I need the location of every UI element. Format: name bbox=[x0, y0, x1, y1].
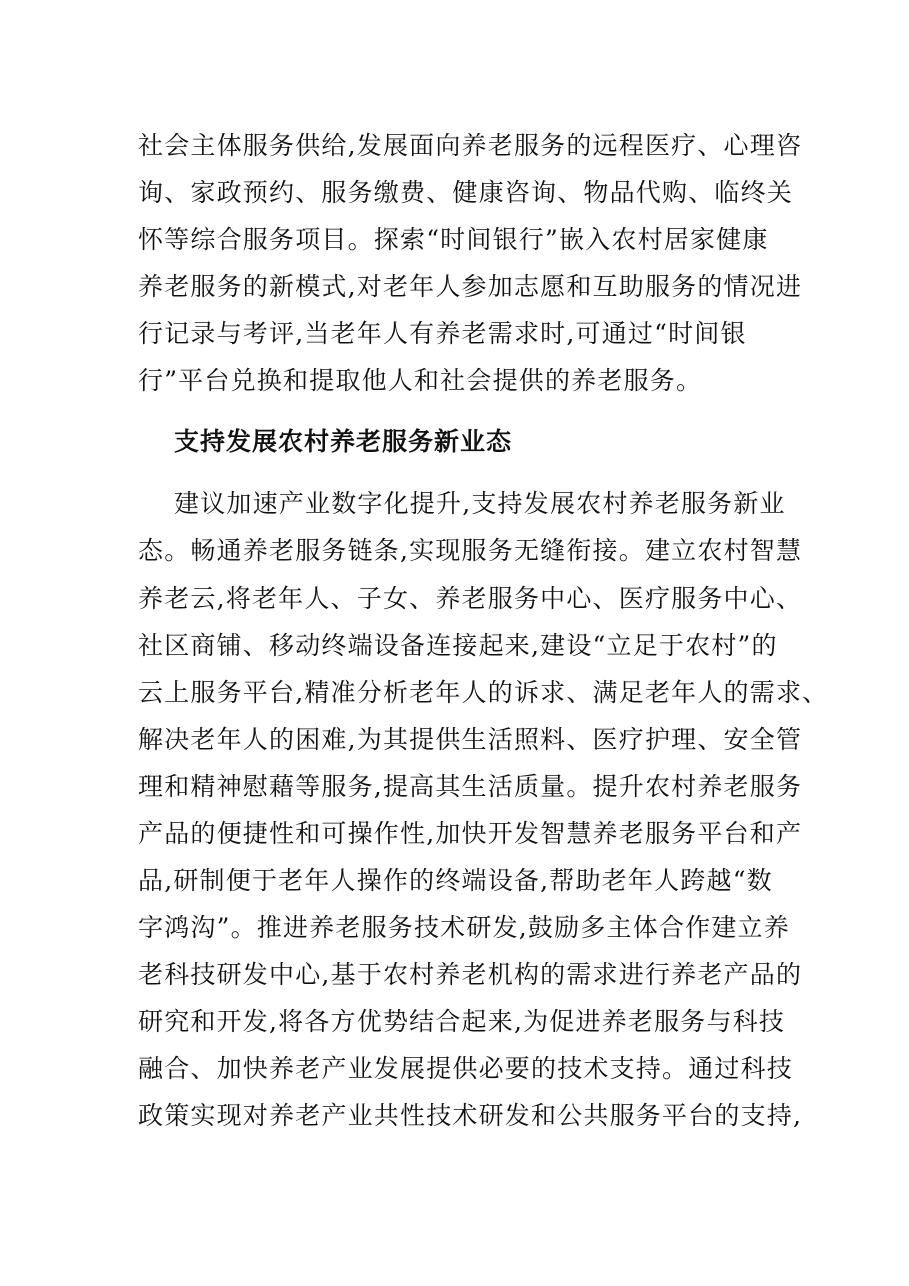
paragraph2-line: 态。畅通养老服务链条,实现服务无缝衔接。建立农村智慧 bbox=[138, 536, 803, 565]
paragraph2-line: 建议加速产业数字化提升,支持发展农村养老服务新业 bbox=[174, 489, 786, 518]
paragraph2-line: 研究和开发,将各方优势结合起来,为促进养老服务与科技 bbox=[138, 1007, 786, 1036]
paragraph1-line: 行记录与考评,当老年人有养老需求时,可通过“时间银 bbox=[138, 319, 747, 348]
section-heading: 支持发展农村养老服务新业态 bbox=[174, 427, 513, 456]
paragraph1-line: 询、家政预约、服务缴费、健康咨询、物品代购、临终关 bbox=[138, 178, 794, 207]
paragraph2-line: 品,研制便于老年人操作的终端设备,帮助老年人跨越“数 bbox=[138, 866, 773, 895]
paragraph2-line: 政策实现对养老产业共性技术研发和公共服务平台的支持, bbox=[138, 1101, 803, 1130]
paragraph1-line: 社会主体服务供给,发展面向养老服务的远程医疗、心理咨 bbox=[138, 131, 803, 160]
paragraph1-line: 养老服务的新模式,对老年人参加志愿和互助服务的情况进 bbox=[138, 272, 803, 301]
paragraph2-line: 产品的便捷性和可操作性,加快开发智慧养老服务平台和产 bbox=[138, 819, 803, 848]
paragraph1-line: 行”平台兑换和提取他人和社会提供的养老服务。 bbox=[138, 366, 703, 395]
paragraph2-line: 解决老年人的困难,为其提供生活照料、医疗护理、安全管 bbox=[138, 725, 803, 754]
paragraph2-line: 字鸿沟”。推进养老服务技术研发,鼓励多主体合作建立养 bbox=[138, 913, 790, 942]
paragraph2-line: 社区商铺、移动终端设备连接起来,建设“立足于农村”的 bbox=[138, 631, 778, 660]
paragraph2-line: 理和精神慰藉等服务,提高其生活质量。提升农村养老服务 bbox=[138, 772, 803, 801]
paragraph2-line: 老科技研发中心,基于农村养老机构的需求进行养老产品的 bbox=[138, 960, 803, 989]
paragraph2-line: 融合、加快养老产业发展提供必要的技术支持。通过科技 bbox=[138, 1054, 794, 1083]
paragraph1-line: 怀等综合服务项目。探索“时间银行”嵌入农村居家健康 bbox=[138, 225, 769, 254]
paragraph2-line: 云上服务平台,精准分析老年人的诉求、满足老年人的需求、 bbox=[138, 678, 829, 707]
paragraph2-line: 养老云,将老年人、子女、养老服务中心、医疗服务中心、 bbox=[138, 584, 803, 613]
